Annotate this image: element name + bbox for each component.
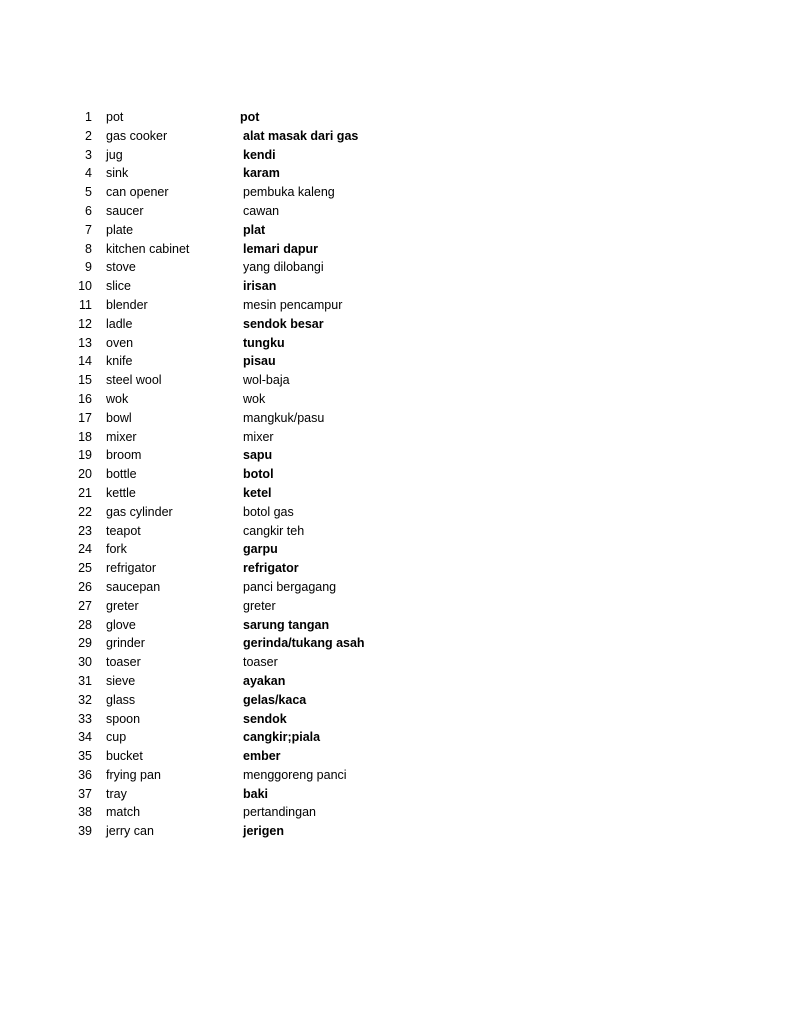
indonesian-translation: mangkuk/pasu <box>243 410 325 425</box>
english-word: spoon <box>106 711 141 726</box>
indonesian-translation: tungku <box>243 335 285 350</box>
item-number: 35 <box>78 749 92 764</box>
english-word: wok <box>106 391 129 406</box>
list-item <box>70 710 490 729</box>
english-word: saucer <box>106 203 144 218</box>
indonesian-translation: menggoreng panci <box>243 767 347 782</box>
item-number: 17 <box>78 410 92 425</box>
item-number: 13 <box>78 335 92 350</box>
english-word: broom <box>106 448 142 463</box>
vocabulary-list <box>70 108 490 841</box>
item-number: 29 <box>78 636 92 651</box>
list-item <box>70 390 490 409</box>
item-number: 38 <box>78 805 92 820</box>
indonesian-translation: yang dilobangi <box>243 260 324 275</box>
list-item <box>70 578 490 597</box>
english-word: bottle <box>106 467 137 482</box>
english-word: bowl <box>106 410 132 425</box>
list-item <box>70 766 490 785</box>
item-number: 22 <box>78 504 92 519</box>
indonesian-translation: karam <box>243 166 280 181</box>
indonesian-translation: ember <box>243 749 281 764</box>
list-item <box>70 616 490 635</box>
list-item <box>70 352 490 371</box>
english-word: jerry can <box>106 824 154 839</box>
indonesian-translation: cawan <box>243 203 280 218</box>
english-word: oven <box>106 335 134 350</box>
item-number: 3 <box>85 147 92 162</box>
item-number: 11 <box>79 297 92 312</box>
list-item <box>70 428 490 447</box>
english-word: greter <box>106 598 139 613</box>
list-item <box>70 747 490 766</box>
indonesian-translation: alat masak dari gas <box>243 128 359 143</box>
item-number: 27 <box>78 598 92 613</box>
english-word: gas cooker <box>106 128 168 143</box>
english-word: gas cylinder <box>106 504 173 519</box>
english-word: sieve <box>106 673 136 688</box>
english-word: tray <box>106 786 127 801</box>
english-word: mixer <box>106 429 137 444</box>
list-item <box>70 634 490 653</box>
indonesian-translation: pertandingan <box>243 805 316 820</box>
list-item <box>70 785 490 804</box>
english-word: glove <box>106 617 136 632</box>
item-number: 10 <box>78 279 92 294</box>
item-number: 12 <box>78 316 92 331</box>
english-word: saucepan <box>106 579 161 594</box>
english-word: knife <box>106 354 133 369</box>
indonesian-translation: wok <box>243 391 266 406</box>
indonesian-translation: cangkir;piala <box>243 730 321 745</box>
english-word: sink <box>106 166 129 181</box>
indonesian-translation: plat <box>243 222 266 237</box>
list-item <box>70 465 490 484</box>
list-item <box>70 202 490 221</box>
indonesian-translation: kendi <box>243 147 276 162</box>
indonesian-translation: botol <box>243 467 274 482</box>
item-number: 14 <box>78 354 92 369</box>
item-number: 36 <box>78 767 92 782</box>
indonesian-translation: sarung tangan <box>243 617 330 632</box>
english-word: grinder <box>106 636 145 651</box>
list-item <box>70 334 490 353</box>
item-number: 33 <box>78 711 92 726</box>
indonesian-translation: cangkir teh <box>243 523 305 538</box>
indonesian-translation: lemari dapur <box>243 241 319 256</box>
item-number: 32 <box>78 692 92 707</box>
item-number: 18 <box>78 429 92 444</box>
list-item <box>70 221 490 240</box>
item-number: 5 <box>85 185 92 200</box>
english-word: toaser <box>106 655 141 670</box>
indonesian-translation: sendok <box>243 711 287 726</box>
indonesian-translation: pembuka kaleng <box>243 185 335 200</box>
indonesian-translation: pot <box>240 110 260 124</box>
item-number: 6 <box>85 203 92 218</box>
list-item <box>70 240 490 259</box>
list-item <box>70 559 490 578</box>
item-number: 4 <box>85 166 92 181</box>
list-item <box>70 822 490 841</box>
indonesian-translation: ayakan <box>243 673 286 688</box>
list-item <box>70 409 490 428</box>
english-word: kettle <box>106 485 136 500</box>
item-number: 16 <box>78 391 92 406</box>
indonesian-translation: jerigen <box>243 824 284 839</box>
list-item <box>70 653 490 672</box>
item-number: 20 <box>78 467 92 482</box>
item-number: 2 <box>85 128 92 143</box>
list-item <box>70 315 490 334</box>
list-item <box>70 371 490 390</box>
list-item <box>70 691 490 710</box>
english-word: frying pan <box>106 767 161 782</box>
item-number: 19 <box>78 448 92 463</box>
english-word: pot <box>106 110 124 124</box>
english-word: slice <box>106 279 132 294</box>
indonesian-translation: garpu <box>243 542 278 557</box>
list-item <box>70 540 490 559</box>
list-item <box>70 522 490 541</box>
list-item <box>70 108 490 127</box>
item-number: 8 <box>85 241 92 256</box>
indonesian-translation: botol gas <box>243 504 294 519</box>
indonesian-translation: refrigator <box>243 561 299 576</box>
list-item <box>70 446 490 465</box>
list-item <box>70 503 490 522</box>
indonesian-translation: wol-baja <box>243 373 290 388</box>
list-item <box>70 484 490 503</box>
item-number: 26 <box>78 579 92 594</box>
english-word: fork <box>106 542 127 557</box>
item-number: 28 <box>78 617 92 632</box>
indonesian-translation: sapu <box>243 448 273 463</box>
indonesian-translation: greter <box>243 598 276 613</box>
english-word: stove <box>106 260 136 275</box>
item-number: 25 <box>78 561 92 576</box>
english-word: blender <box>106 297 148 312</box>
item-number: 15 <box>78 373 92 388</box>
list-item <box>70 672 490 691</box>
english-word: cup <box>106 730 127 745</box>
english-word: refrigator <box>106 561 157 576</box>
item-number: 21 <box>78 485 92 500</box>
item-number: 34 <box>78 730 92 745</box>
english-word: can opener <box>106 185 169 200</box>
item-number: 24 <box>78 542 92 557</box>
list-item <box>70 277 490 296</box>
list-item <box>70 296 490 315</box>
english-word: match <box>106 805 141 820</box>
list-item <box>70 728 490 747</box>
english-word: kitchen cabinet <box>106 241 190 256</box>
item-number: 23 <box>78 523 92 538</box>
item-number: 31 <box>78 673 92 688</box>
list-item <box>70 183 490 202</box>
item-number: 39 <box>78 824 92 839</box>
item-number: 1 <box>85 110 92 124</box>
indonesian-translation: gerinda/tukang asah <box>243 636 365 651</box>
english-word: ladle <box>106 316 133 331</box>
item-number: 30 <box>78 655 92 670</box>
list-item <box>70 258 490 277</box>
item-number: 7 <box>85 222 92 237</box>
english-word: plate <box>106 222 134 237</box>
list-item <box>70 803 490 822</box>
indonesian-translation: mixer <box>243 429 274 444</box>
english-word: steel wool <box>106 373 162 388</box>
indonesian-translation: gelas/kaca <box>243 692 307 707</box>
indonesian-translation: ketel <box>243 485 272 500</box>
indonesian-translation: toaser <box>243 655 278 670</box>
english-word: bucket <box>106 749 143 764</box>
indonesian-translation: irisan <box>243 279 277 294</box>
english-word: teapot <box>106 523 141 538</box>
list-item <box>70 597 490 616</box>
indonesian-translation: baki <box>243 786 269 801</box>
english-word: jug <box>106 147 123 162</box>
english-word: glass <box>106 692 136 707</box>
item-number: 37 <box>78 786 92 801</box>
indonesian-translation: pisau <box>243 354 276 369</box>
list-item <box>70 146 490 165</box>
list-item <box>70 164 490 183</box>
list-item <box>70 127 490 146</box>
indonesian-translation: mesin pencampur <box>243 297 343 312</box>
item-number: 9 <box>85 260 92 275</box>
indonesian-translation: sendok besar <box>243 316 324 331</box>
indonesian-translation: panci bergagang <box>243 579 337 594</box>
